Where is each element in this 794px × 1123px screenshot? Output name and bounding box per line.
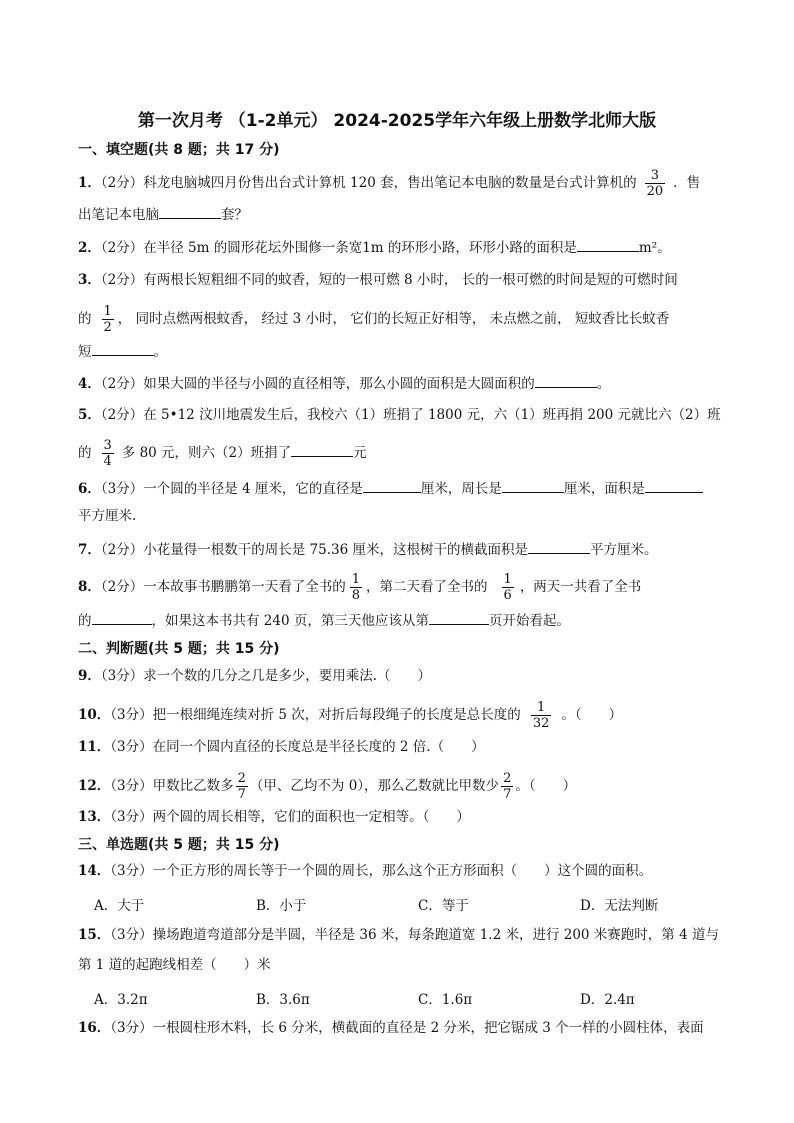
fraction-numerator: 1 bbox=[536, 700, 546, 715]
question-number: 5． bbox=[78, 407, 101, 423]
question-text: 求一个数的几分之几是多少，要用乘法.（ ） bbox=[143, 668, 432, 684]
question-text: 如果大圆的半径与小圆的直径相等，那么小圆的面积是大圆面积的 bbox=[143, 376, 535, 392]
question-number: 9． bbox=[78, 668, 101, 684]
question-text: 科龙电脑城四月份售出台式计算机 120 套，售出笔记本电脑的数量是台式计算机的 bbox=[143, 175, 637, 191]
question-text: ．售 bbox=[673, 175, 701, 191]
question-number: 12． bbox=[78, 778, 111, 794]
fraction-denominator: 4 bbox=[103, 454, 112, 469]
question-score: （2分） bbox=[100, 542, 144, 558]
option-c[interactable]: C．1.6π bbox=[418, 992, 473, 1008]
fraction-denominator: 32 bbox=[532, 716, 550, 731]
question-8 bbox=[78, 572, 641, 603]
question-16 bbox=[78, 1018, 704, 1038]
question-number: 6． bbox=[78, 481, 101, 497]
question-text: 。 bbox=[596, 376, 611, 392]
question-text: ，两天一共看了全书 bbox=[519, 579, 642, 595]
question-text: 一个圆的半径是 4 厘米，它的直径是 bbox=[143, 481, 363, 497]
section-heading-single-choice: 三、单选题(共 5 题；共 15 分) bbox=[78, 837, 280, 853]
question-6-cont bbox=[78, 506, 136, 526]
fraction-numerator: 2 bbox=[503, 771, 512, 786]
question-text: 套？ bbox=[221, 207, 248, 223]
question-text: 一个正方形的周长等于一个圆的周长，那么这个正方形面积（ ）这个圆的面积。 bbox=[152, 863, 653, 879]
question-text: 小花量得一根数干的周长是 75.36 厘米，这根树干的横截面积是 bbox=[143, 542, 528, 558]
answer-blank[interactable] bbox=[92, 341, 154, 356]
question-3 bbox=[78, 270, 678, 290]
fraction-numerator: 2 bbox=[237, 771, 246, 786]
question-number: 10． bbox=[78, 707, 111, 723]
answer-blank[interactable] bbox=[577, 237, 639, 252]
question-number: 2． bbox=[78, 240, 101, 256]
question-text: 一根圆柱形木料，长 6 分米，横截面的直径是 2 分米，把它锯成 3 个一样的小圆柱体，表面 bbox=[152, 1020, 704, 1036]
option-c[interactable]: C．等于 bbox=[418, 898, 469, 914]
fraction-denominator: 7 bbox=[237, 787, 246, 802]
fraction bbox=[502, 572, 514, 603]
question-4 bbox=[78, 373, 610, 394]
answer-blank[interactable] bbox=[429, 610, 489, 625]
question-text: 的 bbox=[78, 311, 92, 327]
question-text: 多 80 元，则六（2）班捐了 bbox=[121, 445, 292, 461]
fraction-numerator: 3 bbox=[650, 168, 660, 183]
question-number: 15． bbox=[78, 927, 111, 943]
question-number: 13． bbox=[78, 809, 111, 825]
fraction-denominator: 2 bbox=[103, 320, 112, 335]
fraction bbox=[531, 700, 552, 731]
question-text: 的 bbox=[78, 613, 92, 629]
question-7 bbox=[78, 539, 657, 560]
question-9 bbox=[78, 666, 431, 686]
question-14 bbox=[78, 861, 652, 881]
question-score: （2分） bbox=[100, 240, 144, 256]
question-score: （3分） bbox=[110, 707, 153, 723]
fraction-numerator: 1 bbox=[351, 572, 361, 587]
page-title: 第一次月考 （1-2单元） 2024-2025学年六年级上册数学北师大版 bbox=[137, 111, 657, 131]
fraction bbox=[501, 771, 513, 802]
question-text: 。 bbox=[153, 344, 167, 360]
answer-blank[interactable] bbox=[92, 610, 152, 625]
question-3-cont2 bbox=[78, 341, 167, 362]
question-number: 7． bbox=[78, 542, 101, 558]
question-text: 在半径 5m 的圆形花坛外围修一条宽1m 的环形小路，环形小路的面积是 bbox=[143, 240, 577, 256]
question-number: 1． bbox=[78, 175, 101, 191]
fraction-denominator: 6 bbox=[503, 588, 512, 603]
section-heading-fill-blank: 一、填空题(共 8 题；共 17 分) bbox=[78, 142, 280, 158]
question-text: 有两根长短粗细不同的蚊香，短的一根可燃 8 小时， 长的一根可燃的时间是短的可燃时间 bbox=[143, 272, 678, 288]
answer-blank[interactable] bbox=[535, 373, 597, 388]
question-text: 页开始看起。 bbox=[488, 613, 570, 629]
question-score: （2分） bbox=[100, 376, 144, 392]
question-text: 在同一个圆内直径的长度总是半径长度的 2 倍.（ ） bbox=[152, 739, 485, 755]
question-number: 16． bbox=[78, 1020, 111, 1036]
question-text: m²。 bbox=[638, 240, 671, 256]
question-5-cont bbox=[78, 438, 367, 469]
question-13 bbox=[78, 807, 470, 827]
question-8-cont bbox=[78, 610, 570, 631]
question-text: 平方厘米。 bbox=[589, 542, 658, 558]
question-number: 11． bbox=[78, 739, 111, 755]
question-text: 出笔记本电脑 bbox=[78, 207, 159, 223]
question-number: 3． bbox=[78, 272, 101, 288]
fraction-numerator: 1 bbox=[503, 572, 512, 587]
question-text: 在 5•12 汶川地震发生后，我校六（1）班捐了 1800 元，六（1）班再捐 200 元就比六（2）班 bbox=[143, 407, 721, 423]
option-d[interactable]: D．2.4π bbox=[580, 992, 635, 1008]
question-text: 把一根细绳连续对折 5 次，对折后每段绳子的长度是总长度的 bbox=[152, 707, 521, 723]
option-d[interactable]: D．无法判断 bbox=[580, 898, 659, 914]
question-text: 甲数比乙数多 bbox=[152, 778, 234, 794]
fraction bbox=[102, 438, 114, 469]
answer-blank[interactable] bbox=[645, 478, 703, 493]
question-text: （甲、乙均不为 0），那么乙数就比甲数少 bbox=[249, 778, 500, 794]
question-5 bbox=[78, 405, 721, 425]
fraction-numerator: 1 bbox=[103, 304, 112, 319]
option-a[interactable]: A．3.2π bbox=[94, 992, 148, 1008]
question-score: （2分） bbox=[100, 579, 144, 595]
answer-blank[interactable] bbox=[502, 478, 564, 493]
question-12 bbox=[78, 771, 576, 802]
question-text: 一本故事书鹏鹏第一天看了全书的 bbox=[143, 579, 346, 595]
answer-blank[interactable] bbox=[291, 442, 353, 457]
question-text: 元 bbox=[353, 445, 367, 461]
fraction bbox=[236, 771, 248, 802]
question-score: （3分） bbox=[100, 481, 144, 497]
question-number: 14． bbox=[78, 863, 111, 879]
question-text: 厘米，面积是 bbox=[563, 481, 645, 497]
question-10 bbox=[78, 700, 622, 731]
question-2 bbox=[78, 237, 671, 258]
fraction-denominator: 20 bbox=[646, 184, 664, 199]
question-score: （3分） bbox=[110, 809, 153, 825]
question-score: （3分） bbox=[110, 739, 153, 755]
question-text: 操场跑道弯道部分是半圆，半径是 36 米，每条跑道宽 1.2 米，进行 200 米赛跑时，第 4 道与 bbox=[152, 927, 719, 943]
question-score: （3分） bbox=[110, 927, 153, 943]
question-text: 第 1 道的起跑线相差（ ）米 bbox=[78, 957, 271, 973]
question-11 bbox=[78, 737, 485, 757]
question-text: 。（ ） bbox=[561, 707, 623, 723]
question-1 bbox=[78, 168, 700, 199]
question-score: （3分） bbox=[110, 863, 153, 879]
answer-blank[interactable] bbox=[363, 478, 421, 493]
question-score: （3分） bbox=[110, 1020, 153, 1036]
question-text: 两个圆的周长相等，它们的面积也一定相等。（ ） bbox=[152, 809, 470, 825]
fraction bbox=[102, 304, 114, 335]
question-1-cont bbox=[78, 204, 248, 225]
question-text: 的 bbox=[78, 445, 92, 461]
fraction bbox=[645, 168, 666, 199]
question-3-cont bbox=[78, 304, 669, 335]
fraction bbox=[350, 572, 362, 603]
option-b[interactable]: B．3.6π bbox=[256, 992, 310, 1008]
question-text: ，如果这本书共有 240 页，第三天他应该从第 bbox=[151, 613, 429, 629]
answer-blank[interactable] bbox=[528, 539, 590, 554]
question-text: 平方厘米. bbox=[78, 508, 137, 524]
question-score: （2分） bbox=[100, 175, 144, 191]
question-text: 短 bbox=[78, 344, 92, 360]
question-number: 8． bbox=[78, 579, 101, 595]
fraction-numerator: 3 bbox=[103, 438, 112, 453]
question-15-cont bbox=[78, 955, 271, 975]
option-a[interactable]: A．大于 bbox=[94, 898, 145, 914]
fraction-denominator: 7 bbox=[503, 787, 512, 802]
question-score: （2分） bbox=[100, 407, 144, 423]
fraction-denominator: 8 bbox=[351, 588, 361, 603]
question-number: 4． bbox=[78, 376, 101, 392]
question-text: 厘米，周长是 bbox=[420, 481, 502, 497]
question-score: （2分） bbox=[100, 272, 144, 288]
question-score: （3分） bbox=[110, 778, 153, 794]
question-text: 。（ ） bbox=[515, 778, 577, 794]
question-6 bbox=[78, 478, 703, 499]
question-text: ， 同时点燃两根蚊香， 经过 3 小时， 它们的长短正好相等， 未点燃之前， 短蚊香比长蚊香 bbox=[117, 311, 670, 327]
answer-blank[interactable] bbox=[159, 204, 221, 219]
question-15 bbox=[78, 925, 719, 945]
section-heading-judge: 二、判断题(共 5 题；共 15 分) bbox=[78, 641, 280, 657]
option-b[interactable]: B．小于 bbox=[256, 898, 307, 914]
question-score: （3分） bbox=[100, 668, 144, 684]
question-text: ，第二天看了全书的 bbox=[366, 579, 488, 595]
